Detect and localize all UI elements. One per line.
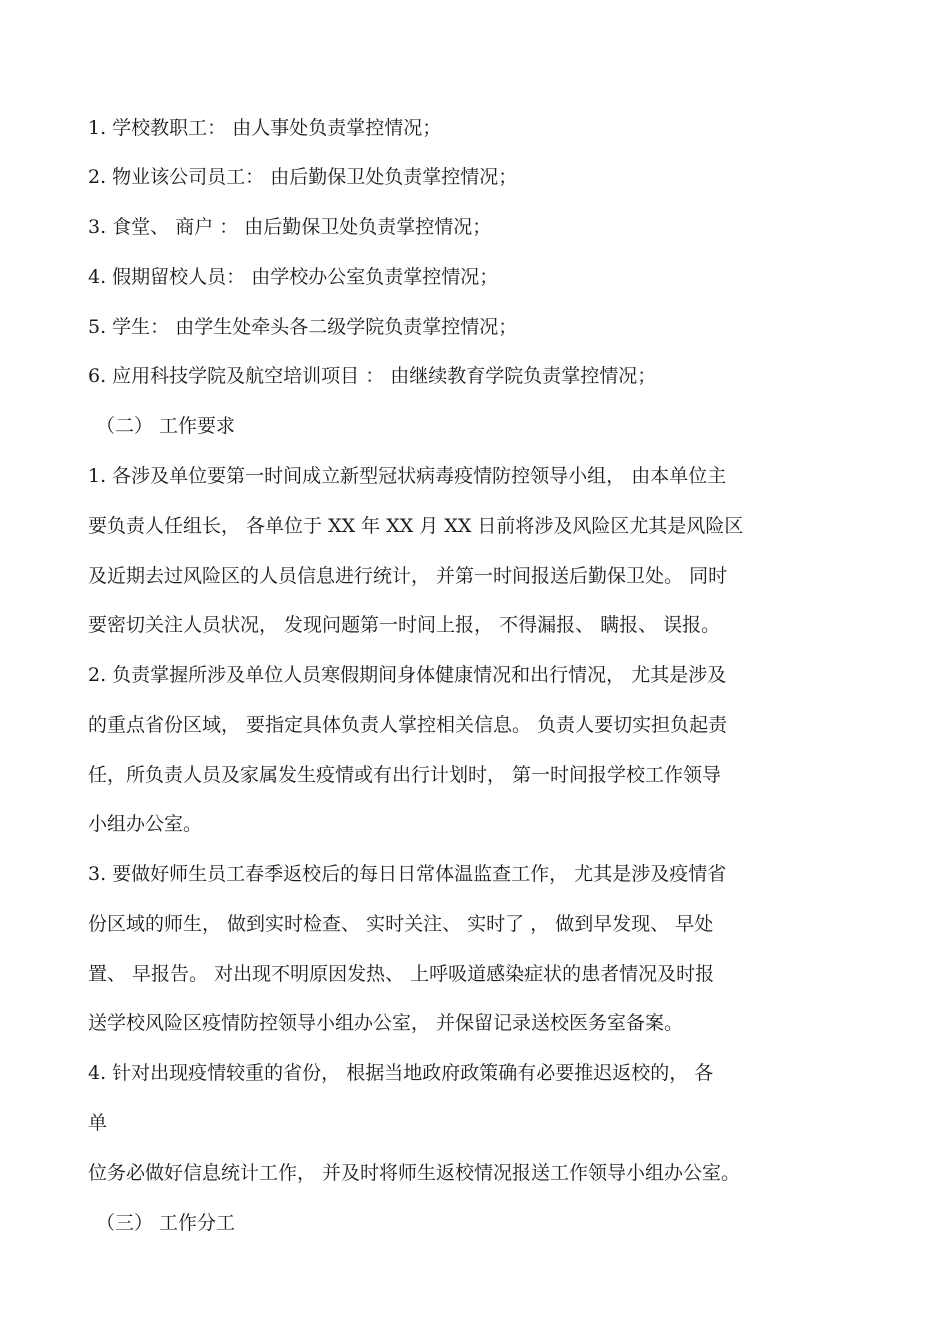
- list-item: 1. 学校教职工： 由人事处负责掌控情况；: [88, 117, 442, 139]
- paragraph-line: 3. 要做好师生员工春季返校后的每日日常体温监查工作， 尤其是涉及疫情省: [88, 863, 727, 885]
- paragraph-line: 份区域的师生， 做到实时检查、 实时关注、 实时了 ， 做到早发现、 早处: [88, 913, 714, 935]
- section-heading: （三） 工作分工: [96, 1212, 236, 1234]
- paragraph-line: 小组办公室。: [88, 813, 203, 835]
- list-item: 5. 学生： 由学生处牵头各二级学院负责掌控情况；: [88, 316, 518, 338]
- list-item: 4. 假期留校人员： 由学校办公室负责掌控情况；: [88, 266, 499, 288]
- paragraph-line: 4. 针对出现疫情较重的省份， 根据当地政府政策确有必要推迟返校的， 各: [88, 1062, 714, 1084]
- paragraph-line: 要密切关注人员状况， 发现问题第一时间上报， 不得漏报、 瞒报、 误报。: [88, 614, 721, 636]
- list-item: 6. 应用科技学院及航空培训项目 ： 由继续教育学院负责掌控情况；: [88, 365, 657, 387]
- paragraph-line: 2. 负责掌握所涉及单位人员寒假期间身体健康情况和出行情况， 尤其是涉及: [88, 664, 727, 686]
- list-item: 3. 食堂、 商户 ： 由后勤保卫处负责掌控情况；: [88, 216, 492, 238]
- paragraph-line: 任，所负责人员及家属发生疫情或有出行计划时， 第一时间报学校工作领导: [88, 764, 722, 786]
- section-heading: （二） 工作要求: [96, 415, 236, 437]
- paragraph-line: 及近期去过风险区的人员信息进行统计， 并第一时间报送后勤保卫处。 同时: [88, 565, 728, 587]
- paragraph-line: 送学校风险区疫情防控领导小组办公室， 并保留记录送校医务室备案。: [88, 1012, 684, 1034]
- paragraph-line: 置、 早报告。 对出现不明原因发热、 上呼吸道感染症状的患者情况及时报: [88, 963, 715, 985]
- paragraph-line: 位务必做好信息统计工作， 并及时将师生返校情况报送工作领导小组办公室。: [88, 1162, 741, 1184]
- paragraph-line: 单: [88, 1112, 108, 1134]
- paragraph-line: 要负责人任组长， 各单位于 XX 年 XX 月 XX 日前将涉及风险区尤其是风险区: [88, 515, 744, 537]
- paragraph-line: 1. 各涉及单位要第一时间成立新型冠状病毒疫情防控领导小组， 由本单位主: [88, 465, 727, 487]
- paragraph-line: 的重点省份区域， 要指定具体负责人掌控相关信息。 负责人要切实担负起责: [88, 714, 728, 736]
- list-item: 2. 物业该公司员工： 由后勤保卫处负责掌控情况；: [88, 166, 518, 188]
